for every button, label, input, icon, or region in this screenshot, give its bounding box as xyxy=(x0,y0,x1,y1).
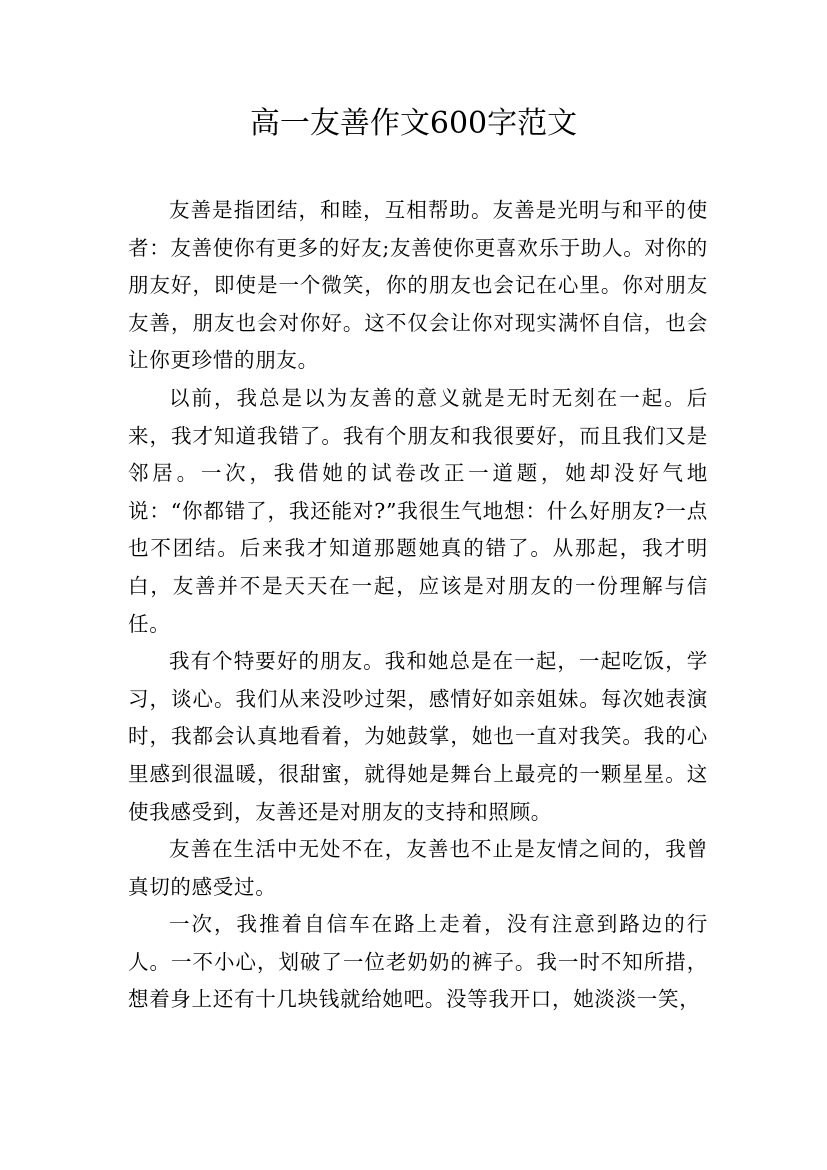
document-title: 高一友善作文600字范文 xyxy=(249,106,578,141)
paragraph: 我有个特要好的朋友。我和她总是在一起，一起吃饭，学习，谈心。我们从来没吵过架，感情好如亲姐妹。每次她表演时，我都会认真地看着，为她鼓掌，她也一直对我笑。我的心里感到很温暖，很甜蜜，就得她是舞台上最亮的一颗星星。这使我感受到，友善还是对朋友的支持和照顾。 xyxy=(128,649,708,824)
paragraph: 以前，我总是以为友善的意义就是无时无刻在一起。后来，我才知道我错了。我有个朋友和我很要好，而且我们又是邻居。一次，我借她的试卷改正一道题，她却没好气地说：“你都错了，我还能对?”我很生气地想：什么好朋友?一点也不团结。后来我才知道那题她真的错了。从那起，我才明白，友善并不是天天在一起，应该是对朋友的一份理解与信任。 xyxy=(128,385,708,636)
document-body xyxy=(128,192,708,1019)
paragraph: 友善是指团结，和睦，互相帮助。友善是光明与和平的使者：友善使你有更多的好友;友善使你更喜欢乐于助人。对你的朋友好，即使是一个微笑，你的朋友也会记在心里。你对朋友友善，朋友也会对你好。这不仅会让你对现实满怀自信，也会让你更珍惜的朋友。 xyxy=(128,198,709,373)
paragraph: 一次，我推着自信车在路上走着，没有注意到路边的行人。一不小心，划破了一位老奶奶的裤子。我一时不知所措，想着身上还有十几块钱就给她吧。没等我开口，她淡淡一笑， xyxy=(128,912,708,1012)
paragraph: 友善在生活中无处不在，友善也不止是友情之间的，我曾真切的感受过。 xyxy=(128,837,708,899)
